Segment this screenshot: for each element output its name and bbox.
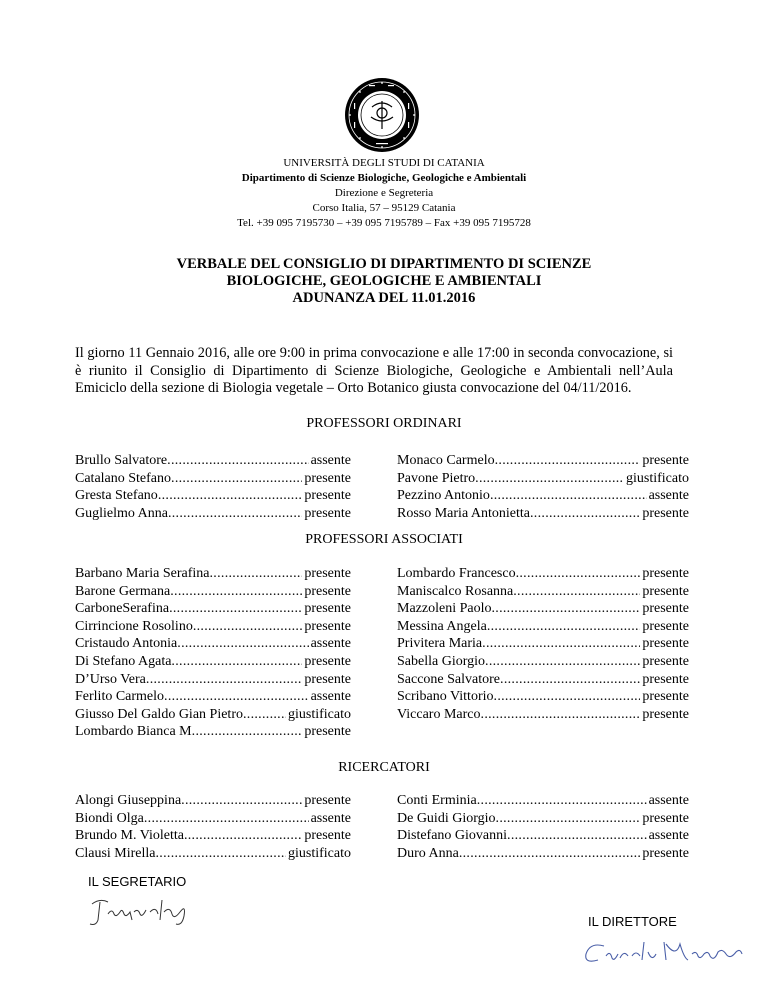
attendance-status: presente	[642, 583, 689, 599]
attendance-status: presente	[304, 470, 351, 486]
dot-leader	[530, 505, 640, 523]
member-name: Catalano Stefano	[75, 470, 172, 486]
member-name: Privitera Maria	[397, 636, 483, 652]
dot-leader	[192, 723, 303, 741]
intro-paragraph: Il giorno 11 Gennaio 2016, alle ore 9:00 in prima convocazione e alle 17:00 in seconda convocazione, si è riunito il Consiglio di Dipartimento di Scienze Biologiche, Geologiche e Ambientali nell’Aula Emiciclo della sezione di Biologia vegetale – Orto Botanico giusta convocazione del 04/11/2016.	[75, 345, 673, 397]
attendance-status: presente	[642, 601, 689, 617]
dot-leader	[490, 487, 647, 505]
ricercatori-right-list	[397, 792, 689, 862]
university-seal	[344, 77, 420, 153]
member-name: Saccone Salvatore	[397, 671, 501, 687]
letterhead	[0, 156, 768, 231]
attendance-status: presente	[642, 845, 689, 861]
attendance-row	[397, 505, 689, 523]
dot-leader	[181, 792, 302, 810]
member-name: Mazzoleni Paolo	[397, 601, 492, 617]
secretary-signature	[86, 890, 196, 930]
attendance-row	[397, 487, 689, 505]
dot-leader	[507, 827, 647, 845]
member-name: Clausi Mirella	[75, 845, 156, 861]
attendance-row	[75, 706, 351, 724]
attendance-row	[75, 635, 351, 653]
attendance-status: presente	[304, 505, 351, 521]
attendance-status: presente	[642, 618, 689, 634]
attendance-status: presente	[642, 706, 689, 722]
dot-leader	[171, 653, 302, 671]
director-label: IL DIRETTORE	[588, 914, 677, 929]
section-title-ricercatori: RICERCATORI	[338, 760, 430, 775]
dot-leader	[210, 565, 303, 583]
attendance-row	[397, 688, 689, 706]
attendance-status: assente	[648, 793, 689, 808]
attendance-status: presente	[304, 724, 351, 740]
dot-leader	[167, 452, 308, 470]
member-name: Pezzino Antonio	[397, 488, 490, 504]
attendance-status: assente	[648, 488, 689, 504]
member-name: Messina Angela	[397, 618, 487, 634]
attendance-row	[397, 470, 689, 488]
attendance-row	[397, 565, 689, 583]
attendance-status: presente	[304, 828, 351, 844]
member-name: Guglielmo Anna	[75, 505, 168, 521]
attendance-status: presente	[642, 689, 689, 705]
office-name: Direzione e Segreteria	[334, 187, 434, 199]
dot-leader	[158, 487, 303, 505]
member-name: Pavone Pietro	[397, 470, 476, 486]
dot-leader	[491, 600, 640, 618]
director-signature	[580, 932, 750, 972]
member-name: Duro Anna	[397, 845, 459, 861]
dot-leader	[500, 671, 640, 689]
dot-leader	[513, 583, 640, 601]
attendance-row	[75, 452, 351, 470]
attendance-row	[397, 653, 689, 671]
dot-leader	[156, 845, 287, 863]
section-title-associati: PROFESSORI ASSOCIATI	[305, 532, 463, 547]
attendance-row	[75, 688, 351, 706]
attendance-row	[397, 827, 689, 845]
secretary-label: IL SEGRETARIO	[88, 874, 187, 889]
member-name: D’Urso Vera	[75, 671, 146, 687]
dot-leader	[459, 845, 641, 863]
member-name: Cristaudo Antonia	[75, 636, 178, 652]
dot-leader	[487, 618, 641, 636]
member-name: Rosso Maria Antonietta	[397, 505, 530, 521]
attendance-status: presente	[642, 810, 689, 826]
attendance-row	[397, 452, 689, 470]
member-name: Di Stefano Agata	[75, 653, 172, 669]
dot-leader	[177, 635, 308, 653]
attendance-row	[75, 470, 351, 488]
dot-leader	[477, 792, 647, 810]
attendance-status: presente	[642, 566, 689, 581]
member-name: De Guidi Giorgio	[397, 810, 496, 826]
dot-leader	[485, 653, 640, 671]
member-name: Conti Erminia	[397, 793, 477, 808]
attendance-row	[75, 845, 351, 863]
title-line-1: VERBALE DEL CONSIGLIO DI DIPARTIMENTO DI SCIENZE	[176, 256, 592, 272]
attendance-row	[75, 723, 351, 741]
attendance-status: presente	[304, 671, 351, 687]
dot-leader	[481, 706, 641, 724]
member-name: Distefano Giovanni	[397, 828, 508, 844]
member-name: Gresta Stefano	[75, 488, 158, 504]
attendance-status: presente	[304, 601, 351, 617]
attendance-status: presente	[304, 583, 351, 599]
attendance-status: assente	[310, 689, 351, 705]
ordinari-left-list	[75, 452, 351, 522]
attendance-status: assente	[310, 810, 351, 826]
title-line-3: ADUNANZA DEL 11.01.2016	[292, 290, 476, 306]
attendance-row	[75, 565, 351, 583]
dot-leader	[169, 600, 302, 618]
attendance-row	[397, 706, 689, 724]
attendance-row	[397, 810, 689, 828]
attendance-status: assente	[310, 636, 351, 652]
dot-leader	[146, 671, 302, 689]
university-name: UNIVERSITÀ DEGLI STUDI DI CATANIA	[283, 157, 485, 169]
attendance-status: presente	[304, 488, 351, 504]
attendance-row	[397, 635, 689, 653]
phone-fax: Tel. +39 095 7195730 – +39 095 7195789 – Fax +39 095 7195728	[237, 217, 531, 229]
attendance-row	[397, 792, 689, 810]
member-name: CarboneSerafina	[75, 601, 170, 617]
member-name: Scribano Vittorio	[397, 689, 494, 705]
attendance-row	[75, 618, 351, 636]
member-name: Biondi Olga	[75, 810, 144, 826]
dot-leader	[243, 706, 286, 724]
attendance-status: assente	[648, 828, 689, 844]
attendance-row	[75, 505, 351, 523]
associati-right-list	[397, 565, 689, 723]
dot-leader	[168, 505, 302, 523]
attendance-status: presente	[642, 653, 689, 669]
dot-leader	[482, 635, 640, 653]
dot-leader	[495, 452, 641, 470]
attendance-status: giustificato	[626, 470, 689, 486]
attendance-row	[75, 653, 351, 671]
dot-leader	[170, 583, 302, 601]
dot-leader	[494, 688, 641, 706]
attendance-row	[75, 792, 351, 810]
document-title	[0, 256, 768, 307]
dot-leader	[496, 810, 641, 828]
dot-leader	[475, 470, 624, 488]
attendance-status: presente	[304, 793, 351, 808]
title-line-2: BIOLOGICHE, GEOLOGICHE E AMBIENTALI	[226, 273, 542, 289]
attendance-row	[75, 600, 351, 618]
attendance-row	[75, 671, 351, 689]
dot-leader	[184, 827, 302, 845]
member-name: Cirrincione Rosolino	[75, 618, 193, 634]
dot-leader	[171, 470, 302, 488]
attendance-row	[75, 583, 351, 601]
associati-left-list	[75, 565, 351, 741]
attendance-status: presente	[642, 636, 689, 652]
member-name: Ferlito Carmelo	[75, 689, 165, 705]
member-name: Giusso Del Galdo Gian Pietro	[75, 706, 243, 722]
address: Corso Italia, 57 – 95129 Catania	[312, 202, 456, 214]
member-name: Lombardo Francesco	[397, 566, 516, 581]
attendance-status: giustificato	[288, 845, 351, 861]
member-name: Lombardo Bianca M	[75, 724, 192, 740]
member-name: Viccaro Marco	[397, 706, 481, 722]
attendance-status: presente	[642, 671, 689, 687]
attendance-row	[397, 618, 689, 636]
attendance-status: presente	[642, 505, 689, 521]
ordinari-right-list	[397, 452, 689, 522]
member-name: Barbano Maria Serafina	[75, 566, 210, 581]
dot-leader	[516, 565, 641, 583]
ricercatori-left-list	[75, 792, 351, 862]
member-name: Maniscalco Rosanna	[397, 583, 514, 599]
member-name: Sabella Giorgio	[397, 653, 486, 669]
dot-leader	[164, 688, 309, 706]
member-name: Monaco Carmelo	[397, 453, 495, 468]
attendance-row	[397, 671, 689, 689]
attendance-row	[75, 487, 351, 505]
section-title-ordinari: PROFESSORI ORDINARI	[306, 416, 462, 431]
attendance-status: giustificato	[288, 706, 351, 722]
attendance-status: assente	[310, 453, 351, 468]
attendance-status: presente	[304, 618, 351, 634]
attendance-row	[75, 827, 351, 845]
member-name: Alongi Giuseppina	[75, 793, 182, 808]
attendance-status: presente	[304, 566, 351, 581]
member-name: Brullo Salvatore	[75, 453, 168, 468]
attendance-row	[397, 600, 689, 618]
attendance-status: presente	[642, 453, 689, 468]
attendance-row	[75, 810, 351, 828]
attendance-row	[397, 845, 689, 863]
attendance-status: presente	[304, 653, 351, 669]
member-name: Brundo M. Violetta	[75, 828, 184, 844]
department-name: Dipartimento di Scienze Biologiche, Geologiche e Ambientali	[241, 172, 527, 184]
dot-leader	[144, 810, 309, 828]
dot-leader	[193, 618, 303, 636]
attendance-row	[397, 583, 689, 601]
member-name: Barone Germana	[75, 583, 171, 599]
